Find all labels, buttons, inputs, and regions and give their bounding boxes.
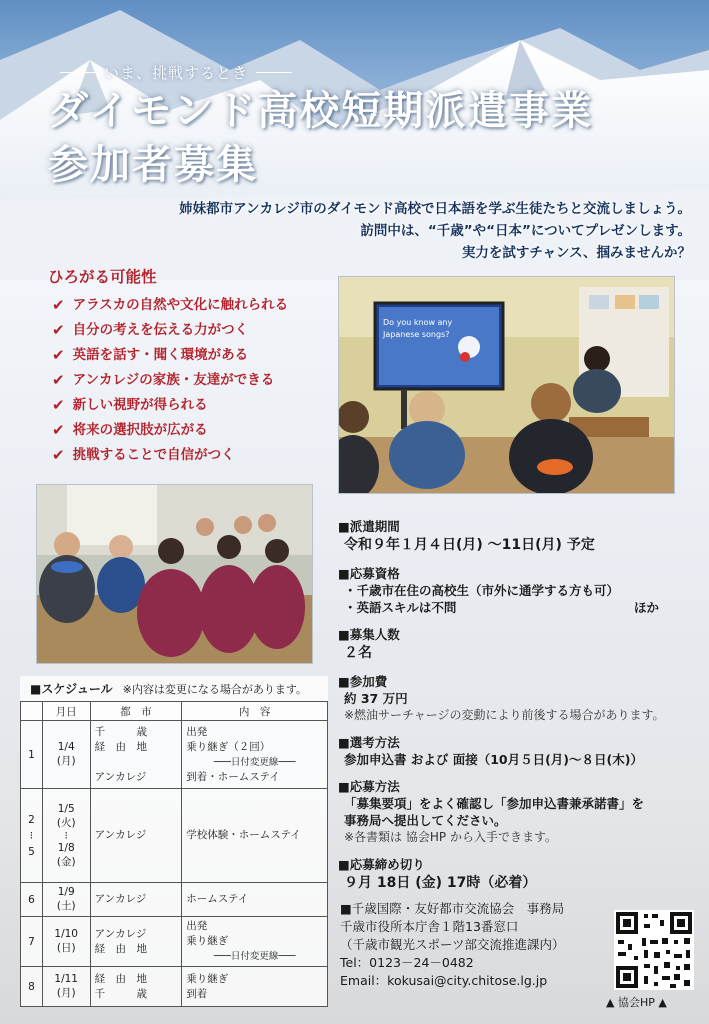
period-heading: ■派遣期間 — [338, 519, 400, 534]
qr-code[interactable] — [614, 910, 694, 990]
list-item-label: 英語を話す・聞く環境がある — [72, 347, 249, 363]
list-item — [52, 293, 288, 318]
list-item-label: 新しい視野が得られる — [72, 397, 208, 413]
apply-block — [338, 778, 693, 846]
group-photo — [36, 484, 313, 664]
fee-block — [338, 673, 693, 724]
list-item — [52, 343, 288, 368]
fee-heading: ■参加費 — [338, 674, 388, 689]
date-text: 1/5 — [57, 802, 75, 815]
date-cell — [42, 967, 90, 1007]
city-text: アンカレジ — [94, 893, 147, 905]
content-text: ホームステイ — [186, 893, 249, 905]
list-item — [52, 368, 288, 393]
check-icon: ✔ — [52, 396, 65, 414]
content-text: 乗り継ぎ（２回） — [186, 740, 271, 753]
schedule-title: ■スケジュール — [30, 682, 113, 696]
date-text: 1/11 — [54, 973, 78, 985]
table-row — [21, 789, 328, 883]
city-cell — [90, 721, 182, 789]
subtitle-text: いま、挑戦するとき — [104, 64, 249, 82]
date-cell — [42, 789, 90, 883]
date-cell — [42, 883, 90, 917]
list-item — [52, 418, 288, 443]
eligibility-heading: ■応募資格 — [338, 566, 400, 581]
day-cell: 1 — [21, 721, 43, 789]
content-cell — [182, 721, 328, 789]
capacity-value: ２名 — [344, 645, 372, 661]
title-line-1: ダイモンド高校短期派遣事業 — [48, 88, 594, 134]
city-text: 経 由 地 — [94, 942, 148, 955]
dow-text: (日) — [56, 942, 76, 954]
city-cell — [90, 917, 182, 967]
title-line-2: 参加者募集 — [48, 142, 258, 188]
content-text: 到着・ホームステイ — [186, 770, 280, 783]
check-icon: ✔ — [52, 421, 65, 439]
schedule-table — [20, 701, 328, 1007]
check-icon: ✔ — [52, 346, 65, 364]
dow-text: (火) — [56, 816, 76, 829]
details-section — [338, 518, 693, 903]
city-text: アンカレジ — [94, 927, 147, 940]
apply-heading: ■応募方法 — [338, 779, 400, 794]
check-icon: ✔ — [52, 446, 65, 464]
content-text: 出発 — [186, 725, 208, 738]
city-text: アンカレジ — [94, 770, 147, 783]
eligibility-etc: ほか — [633, 600, 659, 615]
day-cell: 8 — [21, 967, 43, 1007]
dow-text: (土) — [56, 900, 76, 912]
contact-info — [340, 900, 610, 990]
content-text: 学校体験・ホームステイ — [186, 829, 301, 841]
city-text-blank — [95, 755, 178, 770]
city-text: 経 由 地 — [94, 740, 148, 753]
date-text: 1/4 — [57, 741, 75, 753]
dow-text: (金) — [56, 855, 76, 868]
header-cell: 都 市 — [90, 702, 182, 721]
city-text: アンカレジ — [94, 829, 147, 841]
date-cell — [42, 917, 90, 967]
schedule-heading — [20, 676, 328, 701]
deadline-heading: ■応募締め切り — [338, 857, 425, 872]
eligibility-line-2-text: ・英語スキルは不問 — [344, 600, 457, 615]
city-text: 千 歳 — [94, 987, 148, 1000]
city-text: 千 歳 — [94, 725, 148, 738]
eligibility-line-1: ・千歳市在住の高校生（市外に通学する方も可） — [344, 583, 620, 598]
contact-tel: Tel：0123－24－0482 — [340, 955, 474, 970]
eligibility-block — [338, 565, 693, 616]
content-text: 到着 — [186, 987, 208, 1000]
intro-text — [179, 198, 691, 264]
header-subtitle — [60, 62, 292, 83]
capacity-block — [338, 626, 693, 663]
classroom-photo — [338, 276, 675, 494]
date-line-label: ───日付変更線─── — [213, 756, 296, 768]
subtitle-rule-left — [60, 72, 96, 73]
list-item — [52, 318, 288, 343]
table-row — [21, 721, 328, 789]
contact-org: ■千歳国際・友好都市交流協会 事務局 — [340, 901, 565, 916]
screen-text: Do you know any Japanese songs? — [383, 318, 453, 339]
list-item-label: 将来の選択肢が広がる — [72, 422, 208, 438]
list-item-label: アンカレジの家族・友達ができる — [72, 372, 275, 388]
schedule-section — [20, 676, 328, 1007]
date-cell — [42, 721, 90, 789]
list-item — [52, 393, 288, 418]
selection-block — [338, 734, 693, 768]
contact-dept: （千歳市観光スポーツ部交流推進課内） — [340, 937, 565, 952]
check-icon: ✔ — [52, 371, 65, 389]
fee-value: 約 37 万円 — [344, 691, 408, 706]
day-cell: 7 — [21, 917, 43, 967]
intro-line-1: 姉妹都市アンカレジ市のダイモンド高校で日本語を学ぶ生徒たちと交流しましょう。 — [179, 201, 691, 217]
subtitle-rule-right — [256, 72, 292, 73]
city-cell — [90, 967, 182, 1007]
content-cell — [182, 967, 328, 1007]
table-row — [21, 883, 328, 917]
dow-text: (月) — [56, 755, 76, 767]
city-text: 経 由 地 — [94, 972, 148, 985]
contact-email[interactable]: Email：kokusai@city.chitose.lg.jp — [340, 973, 548, 988]
city-cell — [90, 883, 182, 917]
table-row — [21, 967, 328, 1007]
deadline-value: ９月 18日 (金) 17時（必着） — [344, 875, 537, 891]
content-text: 乗り継ぎ — [186, 935, 229, 947]
day-cell: 6 — [21, 883, 43, 917]
possibility-heading: ひろがる可能性 — [48, 268, 157, 286]
header-cell — [21, 702, 43, 721]
date-line-label: ───日付変更線─── — [213, 951, 296, 962]
content-cell — [182, 917, 328, 967]
content-text: 乗り継ぎ — [186, 972, 229, 985]
day-cell: 2 ⁝ 5 — [21, 789, 43, 883]
schedule-note: ※内容は変更になる場合があります。 — [122, 683, 307, 696]
date-text: 1/10 — [54, 928, 78, 940]
capacity-heading: ■募集人数 — [338, 627, 400, 642]
deadline-block — [338, 856, 693, 893]
check-icon: ✔ — [52, 321, 65, 339]
date-text: 1/9 — [57, 886, 75, 898]
content-cell — [182, 789, 328, 883]
qr-code-icon — [614, 910, 694, 990]
apply-note: ※各書類は 協会HP から入手できます。 — [344, 830, 557, 844]
list-item-label: アラスカの自然や文化に触れられる — [72, 297, 289, 313]
city-cell — [90, 789, 182, 883]
dow-text: (月) — [56, 987, 76, 999]
apply-line-1: 「募集要項」をよく確認し「参加申込書兼承諾書」を — [344, 796, 645, 811]
table-row — [21, 917, 328, 967]
apply-line-2: 事務局へ提出してください。 — [344, 813, 507, 828]
content-text: 出発 — [186, 920, 208, 932]
list-item-label: 挑戦することで自信がつく — [72, 447, 235, 463]
period-block — [338, 518, 693, 555]
content-cell — [182, 883, 328, 917]
selection-value: 参加申込書 および 面接（10月５日(月)～８日(木)） — [344, 752, 643, 767]
page-title — [48, 84, 593, 192]
list-item-label: 自分の考えを伝える力がつく — [72, 322, 249, 338]
period-value: 令和９年１月４日(月) ～11日(月) 予定 — [344, 537, 595, 553]
header-cell: 内 容 — [182, 702, 328, 721]
range-mark: ⁝ — [64, 829, 68, 842]
check-icon: ✔ — [52, 296, 65, 314]
intro-line-3: 実力を試すチャンス、掴みませんか？ — [461, 245, 691, 261]
qr-label: ▲ 協会HP ▲ — [606, 996, 667, 1009]
selection-heading: ■選考方法 — [338, 735, 400, 750]
table-header-row — [21, 702, 328, 721]
contact-address: 千歳市役所本庁舎１階13番窓口 — [340, 919, 519, 934]
intro-line-2: 訪問中は、“千歳”や“日本”についてプレゼンします。 — [360, 223, 691, 239]
possibility-list — [52, 293, 288, 468]
header-cell: 月日 — [42, 702, 90, 721]
fee-note: ※燃油サーチャージの変動により前後する場合があります。 — [344, 708, 665, 722]
list-item — [52, 443, 288, 468]
date-text: 1/8 — [57, 841, 75, 854]
eligibility-line-2 — [338, 599, 693, 616]
